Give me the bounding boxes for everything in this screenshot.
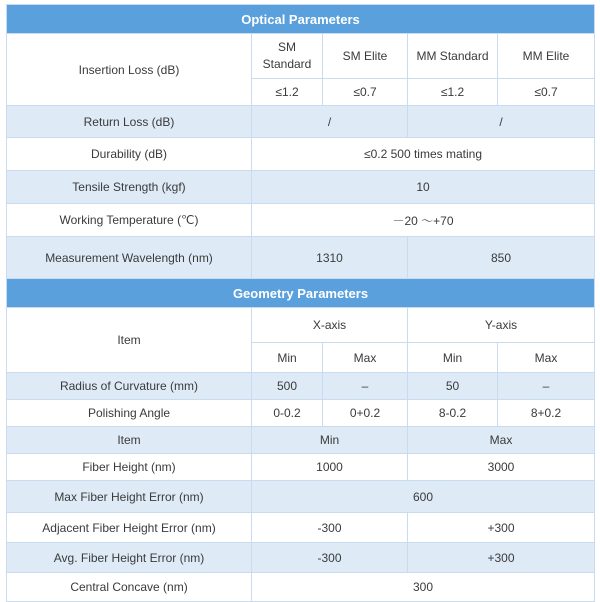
geometry-item-label: Item <box>7 308 252 373</box>
geometry-parameters-header: Geometry Parameters <box>7 279 595 308</box>
insertion-loss-head-mm-standard: MM Standard <box>408 34 498 79</box>
durability-value: ≤0.2 500 times mating <box>252 138 595 171</box>
central-concave-label: Central Concave (nm) <box>7 573 252 602</box>
geometry-max-label: Max <box>408 427 595 454</box>
working-temperature-label: Working Temperature (℃) <box>7 204 252 237</box>
radius-x-min: 500 <box>252 373 323 400</box>
adjacent-fiber-height-error-label: Adjacent Fiber Height Error (nm) <box>7 513 252 543</box>
optical-parameters-header: Optical Parameters <box>7 5 595 34</box>
radius-y-max: – <box>498 373 595 400</box>
return-loss-mm-value: / <box>408 106 595 138</box>
insertion-loss-head-mm-elite: MM Elite <box>498 34 595 79</box>
insertion-loss-value-sm-elite: ≤0.7 <box>323 79 408 106</box>
insertion-loss-label: Insertion Loss (dB) <box>7 34 252 106</box>
polishing-x-min: 0-0.2 <box>252 400 323 427</box>
adjacent-fiber-height-error-min: -300 <box>252 513 408 543</box>
avg-fiber-height-error-max: +300 <box>408 543 595 573</box>
insertion-loss-head-sm-standard: SM Standard <box>252 34 323 79</box>
x-axis-label: X-axis <box>252 308 408 343</box>
insertion-loss-value-mm-elite: ≤0.7 <box>498 79 595 106</box>
fiber-height-min: 1000 <box>252 454 408 481</box>
x-axis-max-label: Max <box>323 343 408 373</box>
adjacent-fiber-height-error-max: +300 <box>408 513 595 543</box>
polishing-angle-label: Polishing Angle <box>7 400 252 427</box>
fiber-height-max: 3000 <box>408 454 595 481</box>
return-loss-label: Return Loss (dB) <box>7 106 252 138</box>
y-axis-max-label: Max <box>498 343 595 373</box>
radius-x-max: – <box>323 373 408 400</box>
polishing-x-max: 0+0.2 <box>323 400 408 427</box>
y-axis-label: Y-axis <box>408 308 595 343</box>
radius-y-min: 50 <box>408 373 498 400</box>
tensile-strength-label: Tensile Strength (kgf) <box>7 171 252 204</box>
x-axis-min-label: Min <box>252 343 323 373</box>
parameters-table <box>6 4 595 602</box>
geometry-item2-label: Item <box>7 427 252 454</box>
durability-label: Durability (dB) <box>7 138 252 171</box>
return-loss-sm-value: / <box>252 106 408 138</box>
geometry-min-label: Min <box>252 427 408 454</box>
insertion-loss-value-mm-standard: ≤1.2 <box>408 79 498 106</box>
max-fiber-height-error-label: Max Fiber Height Error (nm) <box>7 481 252 513</box>
parameters-table-container <box>6 4 594 602</box>
avg-fiber-height-error-label: Avg. Fiber Height Error (nm) <box>7 543 252 573</box>
tensile-strength-value: 10 <box>252 171 595 204</box>
max-fiber-height-error-value: 600 <box>252 481 595 513</box>
measurement-wavelength-mm-value: 850 <box>408 237 595 279</box>
avg-fiber-height-error-min: -300 <box>252 543 408 573</box>
fiber-height-label: Fiber Height (nm) <box>7 454 252 481</box>
working-temperature-value: －20 ～+70 <box>252 204 595 237</box>
radius-of-curvature-label: Radius of Curvature (mm) <box>7 373 252 400</box>
measurement-wavelength-sm-value: 1310 <box>252 237 408 279</box>
polishing-y-max: 8+0.2 <box>498 400 595 427</box>
central-concave-value: 300 <box>252 573 595 602</box>
insertion-loss-head-sm-elite: SM Elite <box>323 34 408 79</box>
y-axis-min-label: Min <box>408 343 498 373</box>
measurement-wavelength-label: Measurement Wavelength (nm) <box>7 237 252 279</box>
insertion-loss-value-sm-standard: ≤1.2 <box>252 79 323 106</box>
polishing-y-min: 8-0.2 <box>408 400 498 427</box>
